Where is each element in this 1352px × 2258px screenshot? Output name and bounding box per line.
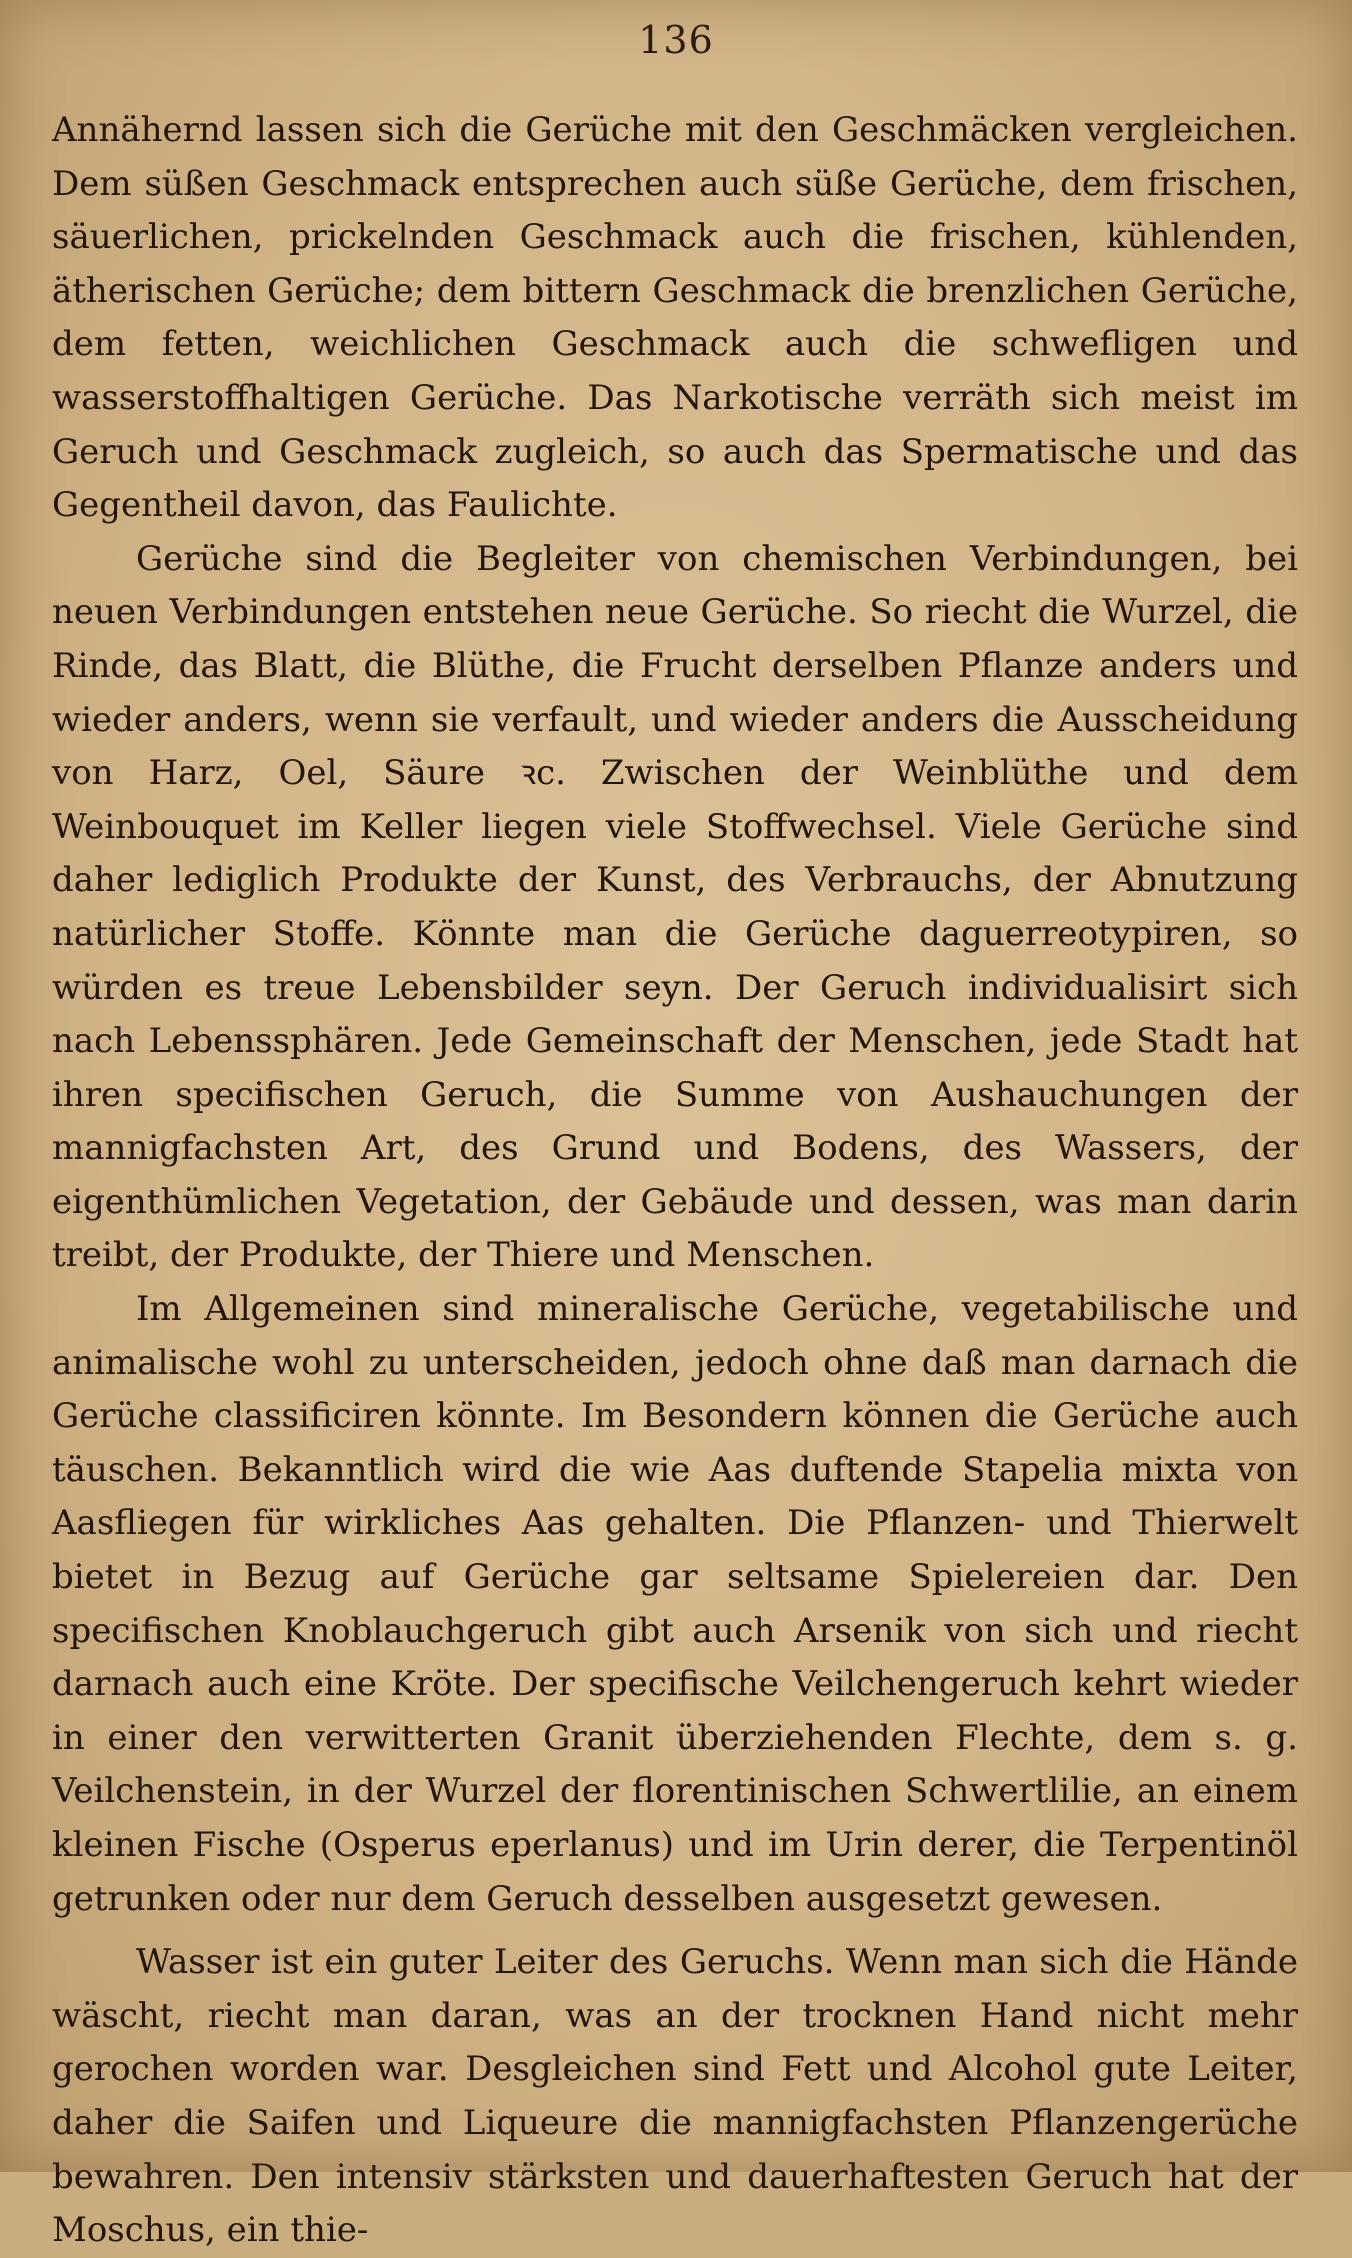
- paragraph-1: Annähernd lassen sich die Gerüche mit den Geschmäcken vergleichen. Dem süßen Geschmack entsprechen auch süße Gerüche, dem frischen, säuerlichen, prickelnden Geschmack auch die frischen, kühlenden, ätherischen Gerüche; dem bittern Geschmack die brenzlichen Gerüche, dem fetten, weichlichen Geschmack auch die schwefligen und wasserstoffhaltigen Gerüche. Das Narkotische verräth sich meist im Geruch und Geschmack zugleich, so auch das Spermatische und das Gegentheil davon, das Faulichte.: [52, 110, 1298, 526]
- paragraph-3: Im Allgemeinen sind mineralische Gerüche, vegetabilische und animalische wohl zu unterscheiden, jedoch ohne daß man darnach die Gerüche classificiren könnte. Im Besondern können die Gerüche auch täuschen. Bekanntlich wird die wie Aas duftende Stapelia mixta von Aasfliegen für wirkliches Aas gehalten. Die Pflanzen- und Thierwelt bietet in Bezug auf Gerüche gar seltsame Spielereien dar. Den specifischen Knoblauchgeruch gibt auch Arsenik von sich und riecht darnach auch eine Kröte. Der specifische Veilchengeruch kehrt wieder in einer den verwitterten Granit überziehenden Flechte, dem s. g. Veilchenstein, in der Wurzel der florentinischen Schwertlilie, an einem kleinen Fische (Osperus eperlanus) und im Urin derer, die Terpentinöl getrunken oder nur dem Geruch desselben ausgesetzt gewesen.: [52, 1289, 1298, 1919]
- paragraph-2: Gerüche sind die Begleiter von chemischen Verbindungen, bei neuen Verbindungen entstehen neue Gerüche. So riecht die Wurzel, die Rinde, das Blatt, die Blüthe, die Frucht derselben Pflanze anders und wieder anders, wenn sie verfault, und wieder anders die Ausscheidung von Harz, Oel, Säure ꝛc. Zwischen der Weinblüthe und dem Weinbouquet im Keller liegen viele Stoffwechsel. Viele Gerüche sind daher lediglich Produkte der Kunst, des Verbrauchs, der Abnutzung natürlicher Stoffe. Könnte man die Gerüche daguerreotypiren, so würden es treue Lebensbilder seyn. Der Geruch individualisirt sich nach Lebenssphären. Jede Gemeinschaft der Menschen, jede Stadt hat ihren specifischen Geruch, die Summe von Aushauchungen der mannigfachsten Art, des Grund und Bodens, des Wassers, der eigenthümlichen Vegetation, der Gebäude und dessen, was man darin treibt, der Produkte, der Thiere und Menschen.: [52, 538, 1298, 1276]
- body-text: [52, 104, 1298, 2258]
- page-number: 136: [638, 18, 714, 62]
- paragraph-4: Wasser ist ein guter Leiter des Geruchs. Wenn man sich die Hände wäscht, riecht man daran, was an der trocknen Hand nicht mehr gerochen worden war. Desgleichen sind Fett und Alcohol gute Leiter, daher die Saifen und Liqueure die mannigfachsten Pflanzengerüche bewahren. Den intensiv stärksten und dauerhaftesten Geruch hat der Moschus, ein thie-: [52, 1942, 1298, 2251]
